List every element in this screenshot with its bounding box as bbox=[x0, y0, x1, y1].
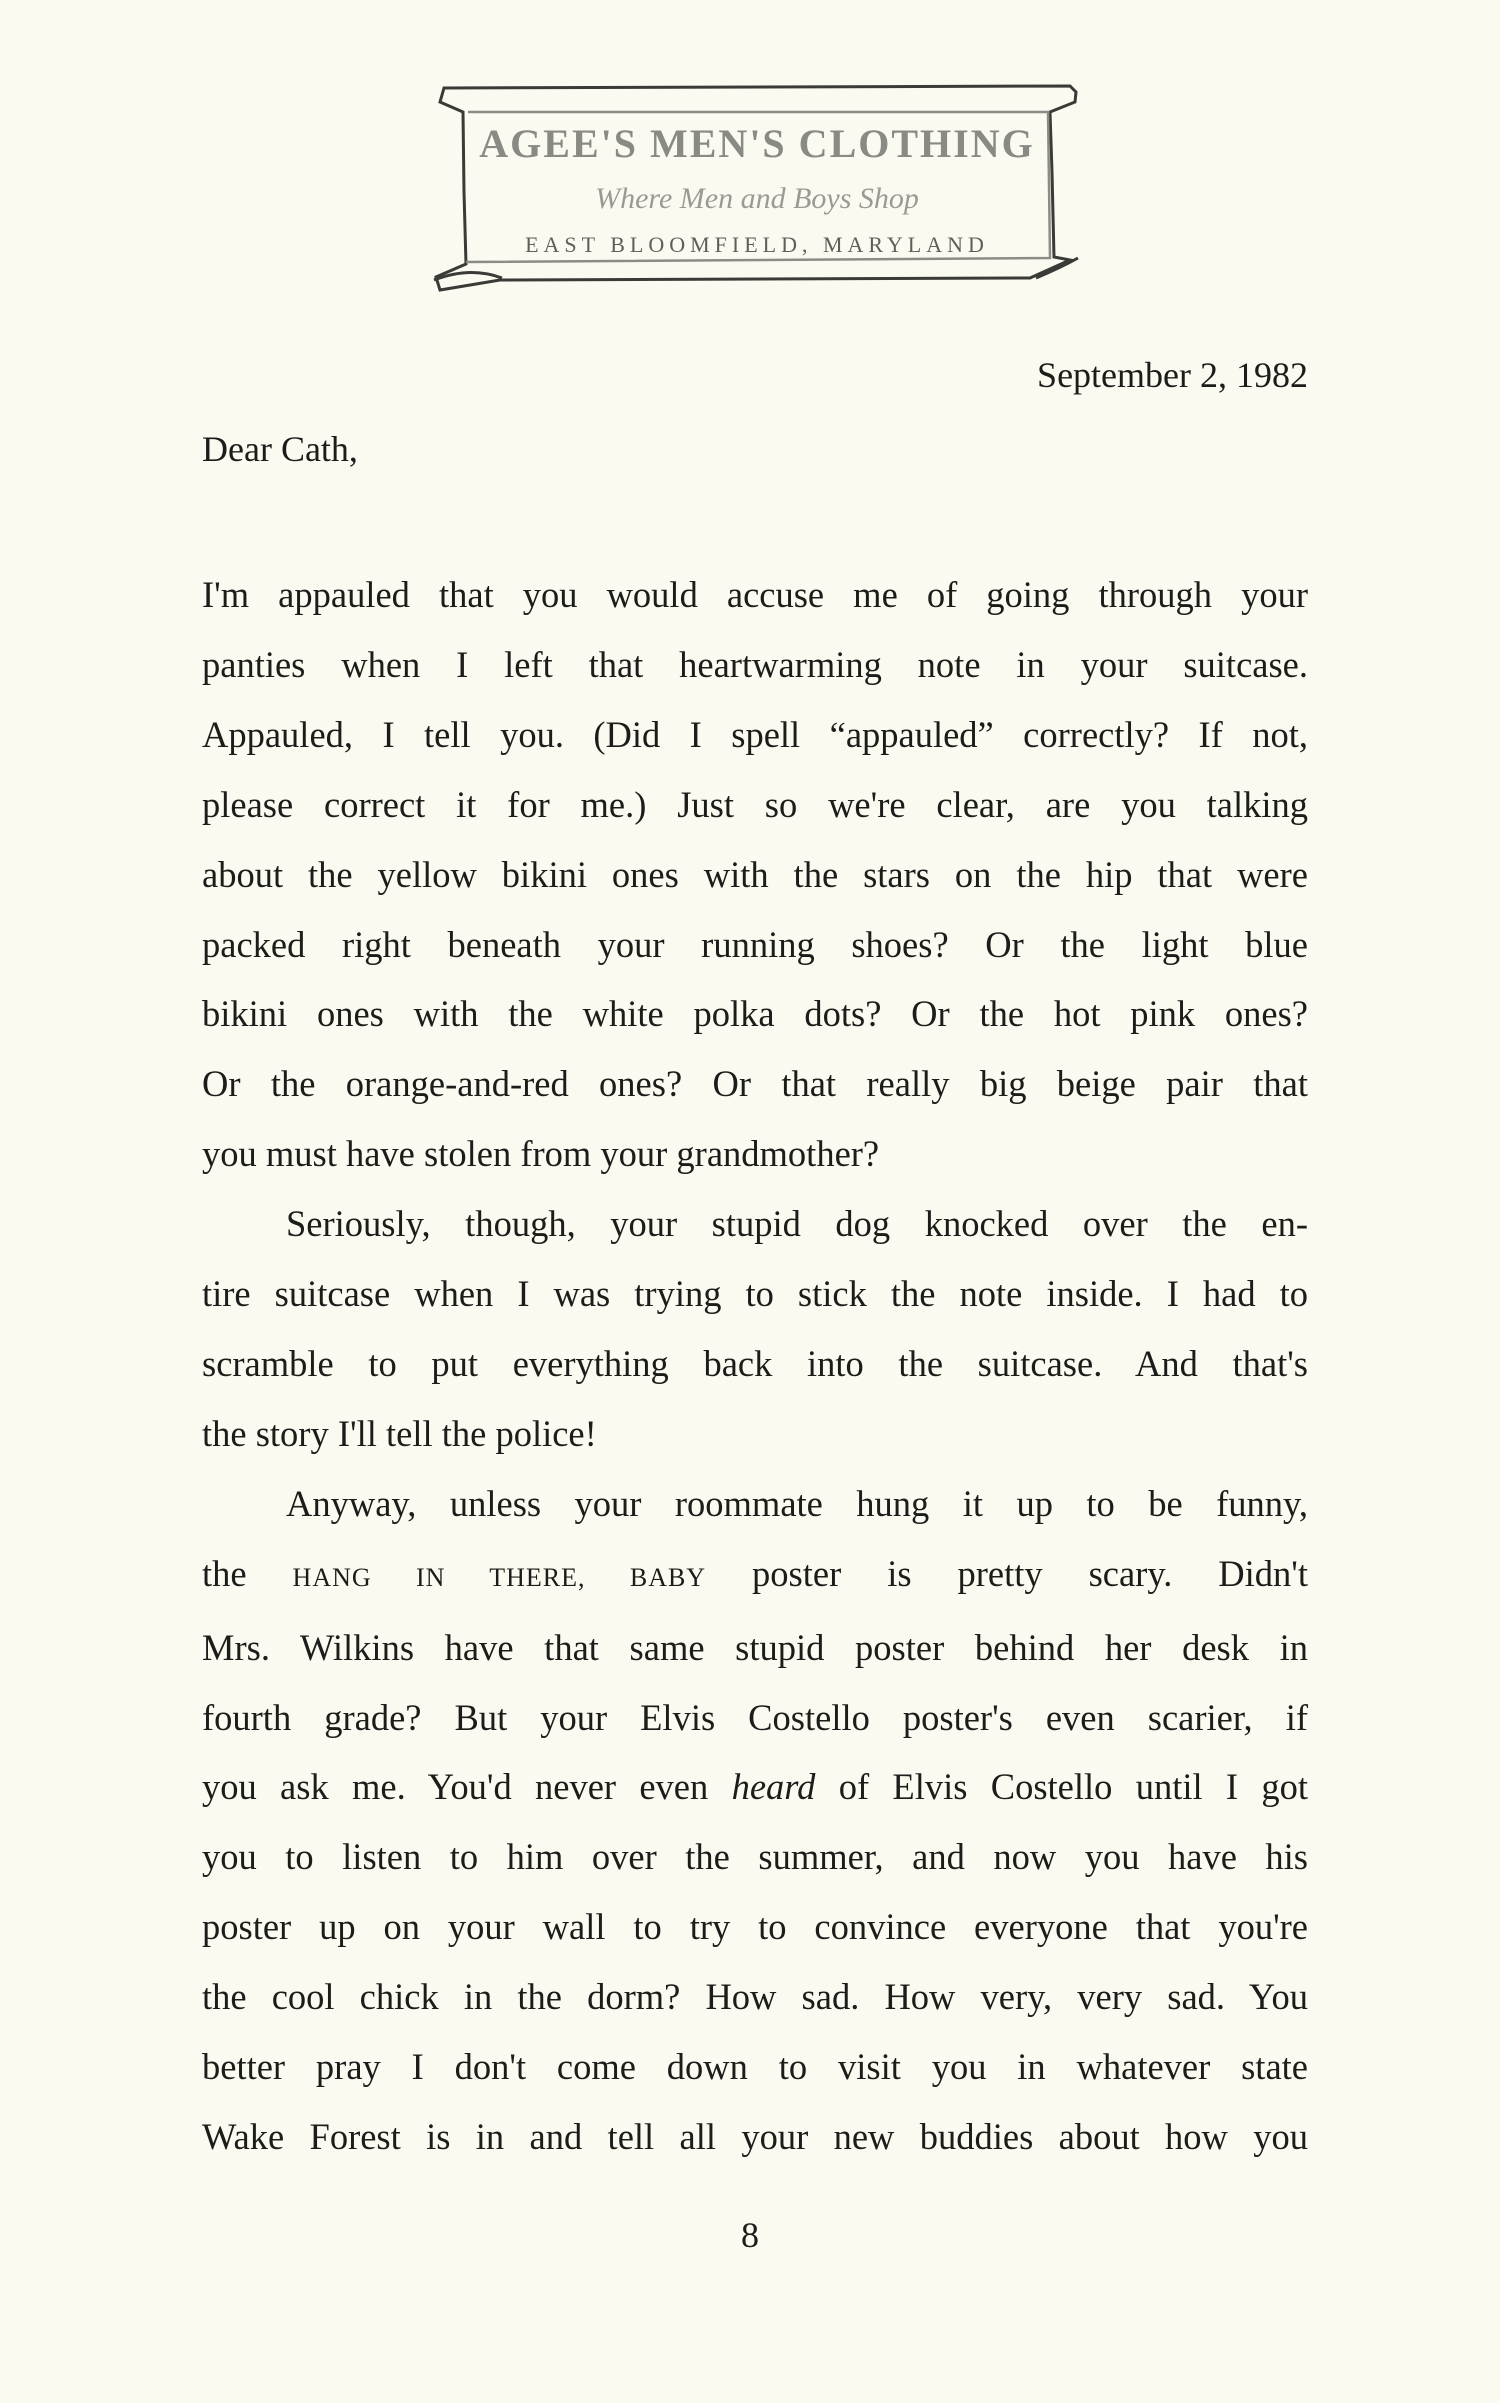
text-line: the story I'll tell the police! bbox=[202, 1412, 597, 1454]
text-line: Or the orange-and-red ones? Or that really big beige pair that bbox=[202, 1063, 1308, 1105]
text-line: I'm appauled that you would accuse me of going through your bbox=[202, 574, 1308, 615]
text-segment: poster is pretty scary. Didn't bbox=[752, 1552, 1309, 1594]
text-line: scramble to put everything back into the suitcase. And that's bbox=[202, 1342, 1308, 1384]
text-segment: of Elvis Costello until I got bbox=[838, 1766, 1309, 1808]
letter-body bbox=[202, 560, 1308, 2172]
text-line: fourth grade? But your Elvis Costello poster's even scarier, if bbox=[202, 1696, 1308, 1738]
letterhead-location: EAST BLOOMFIELD, MARYLAND bbox=[525, 232, 989, 257]
letterhead bbox=[430, 82, 1084, 292]
small-caps-poster-title: HANG IN THERE, BABY bbox=[292, 1562, 707, 1592]
text-line: about the yellow bikini ones with the stars on the hip that were bbox=[202, 853, 1308, 895]
text-line: tire suitcase when I was trying to stick the note inside. I had to bbox=[202, 1273, 1308, 1315]
text-line: you to listen to him over the summer, and now you have his bbox=[202, 1836, 1308, 1878]
text-line: bikini ones with the white polka dots? Or the hot pink ones? bbox=[202, 993, 1308, 1035]
text-line: panties when I left that heartwarming note in your suitcase. bbox=[202, 643, 1308, 685]
text-line: Wake Forest is in and tell all your new buddies about how you bbox=[202, 2115, 1308, 2157]
text-line: packed right beneath your running shoes? Or the light blue bbox=[202, 923, 1308, 965]
text-line: Mrs. Wilkins have that same stupid poster behind her desk in bbox=[202, 1626, 1308, 1668]
letterhead-tagline: Where Men and Boys Shop bbox=[595, 182, 919, 215]
letter-salutation: Dear Cath, bbox=[202, 429, 358, 469]
letterhead-store-name: AGEE'S MEN'S CLOTHING bbox=[479, 121, 1035, 166]
text-line bbox=[202, 1752, 1308, 1822]
italic-word: heard bbox=[731, 1766, 816, 1808]
text-line: Seriously, though, your stupid dog knocked over the en- bbox=[286, 1203, 1308, 1245]
text-segment: you ask me. You'd never even bbox=[202, 1766, 709, 1808]
page-number: 8 bbox=[741, 2215, 759, 2255]
text-line bbox=[202, 1539, 1308, 1613]
text-line: please correct it for me.) Just so we're clear, are you talking bbox=[202, 783, 1308, 825]
text-line: better pray I don't come down to visit you in whatever state bbox=[202, 2046, 1308, 2088]
text-line: Anyway, unless your roommate hung it up to be funny, bbox=[286, 1482, 1308, 1524]
text-line: poster up on your wall to try to convince everyone that you're bbox=[202, 1906, 1308, 1948]
text-line: you must have stolen from your grandmother? bbox=[202, 1133, 880, 1175]
text-segment: the bbox=[202, 1552, 247, 1594]
letter-date: September 2, 1982 bbox=[1037, 355, 1308, 395]
text-line: the cool chick in the dorm? How sad. How very, very sad. You bbox=[202, 1976, 1308, 2018]
text-line: Appauled, I tell you. (Did I spell “appauled” correctly? If not, bbox=[202, 713, 1308, 755]
